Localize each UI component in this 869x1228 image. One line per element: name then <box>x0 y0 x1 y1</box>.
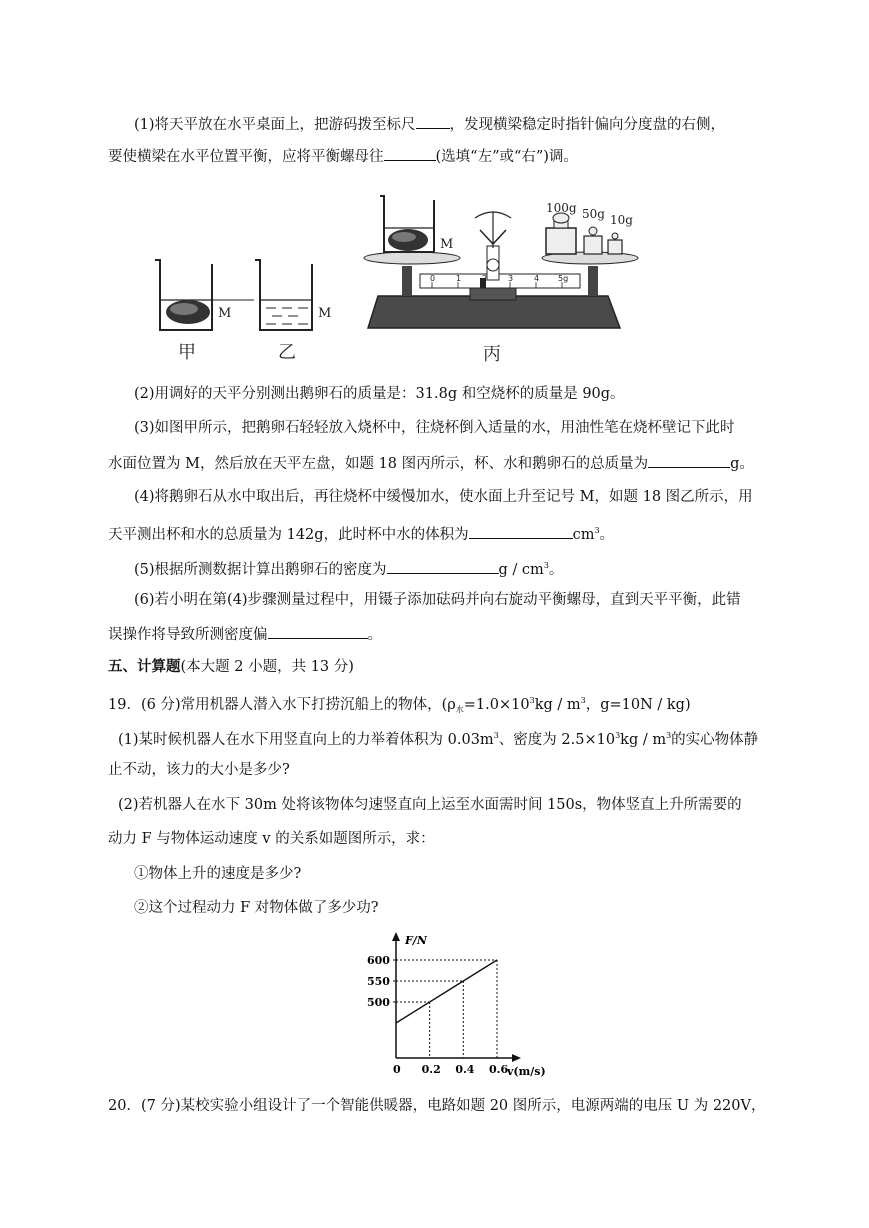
x-tick-label-0.2: 0.2 <box>421 1063 441 1076</box>
q18-part3-line1: (3)如图甲所示，把鹅卵石轻轻放入烧杯中，往烧杯倒入适量的水，用油性笔在烧杯壁记下此时 <box>134 420 735 436</box>
q18-p1-text-b: ，发现横梁稳定时指针偏向分度盘的右侧， <box>449 117 726 133</box>
section-5-note: (本大题 2 小题，共 13 分) <box>180 659 354 675</box>
q19-sub-question-2: ②这个过程动力 F 对物体做了多少功? <box>134 900 379 916</box>
q19-p1-a: (1)某时候机器人在水下用竖直向上的力举着体积为 0.03m <box>118 732 494 748</box>
q19-stem-sub: 水 <box>455 705 464 714</box>
weight-10g-label: 10g <box>610 213 633 227</box>
q19-stem-sup1: 3 <box>529 696 535 705</box>
q18-part1-line2 <box>108 145 578 167</box>
q18-p3-text-c: g。 <box>730 456 754 472</box>
q19-stem <box>108 691 691 720</box>
section-5-header <box>108 657 354 677</box>
mark-m-yi: M <box>318 306 332 321</box>
label-yi: 乙 <box>278 342 296 363</box>
q18-part5 <box>134 556 563 580</box>
q19-sub-question-1: ①物体上升的速度是多少? <box>134 866 302 882</box>
mark-m-bing: M <box>440 237 454 252</box>
answer-blank-1[interactable] <box>416 113 450 129</box>
scale-tick-0: 0 <box>430 274 436 283</box>
y-axis-label: F/N <box>405 934 427 947</box>
q19-stem-sup2: 3 <box>580 696 586 705</box>
q19-stem-d: ，g=10N / kg) <box>585 697 691 713</box>
q19-part1-line1 <box>118 726 758 750</box>
q19-p1-sup3: 3 <box>666 731 672 740</box>
q18-p4-unit-sup: 3 <box>594 526 600 535</box>
x-tick-label-0: 0 <box>393 1063 401 1076</box>
q18-p1-text-a: (1)将天平放在水平桌面上，把游码拨至标尺 <box>134 117 416 133</box>
q18-p5-text-a: (5)根据所测数据计算出鹅卵石的密度为 <box>134 562 387 578</box>
weight-100g-label: 100g <box>546 201 577 215</box>
x-axis-label: v(m/s) <box>507 1065 546 1078</box>
scale-tick-5g: 5g <box>558 274 569 283</box>
y-tick-label-550: 550 <box>367 975 390 988</box>
weight-50g-label: 50g <box>582 207 605 221</box>
scale-tick-1: 1 <box>456 274 462 283</box>
q19-part1-line2: 止不动，该力的大小是多少? <box>108 762 290 778</box>
q19-stem-c: kg / m <box>534 697 581 713</box>
q18-p6-text-b: 误操作将导致所测密度偏 <box>108 627 268 643</box>
q18-part4-line1: (4)将鹅卵石从水中取出后，再往烧杯中缓慢加水，使水面上升至记号 M，如题 18 图乙所示，用 <box>134 489 753 505</box>
q19-stem-b: =1.0×10 <box>463 697 530 713</box>
q18-p5-unit: g / cm <box>498 562 544 578</box>
q18-p5-text-c: 。 <box>548 562 564 578</box>
q19-part2-line2: 动力 F 与物体运动速度 v 的关系如题图所示，求： <box>108 831 435 847</box>
q18-p6-text-c: 。 <box>367 627 382 643</box>
q18-part1-line1 <box>134 113 725 135</box>
q19-p1-sup2: 3 <box>615 731 621 740</box>
label-jia: 甲 <box>178 342 196 363</box>
q19-stem-a: 19．(6 分)常用机器人潜入水下打捞沉船上的物体，(ρ <box>108 697 456 713</box>
q19-part2-line1: (2)若机器人在水下 30m 处将该物体匀速竖直向上运至水面需时间 150s，物体竖直上升所需要的 <box>118 797 742 813</box>
y-axis-arrow <box>392 932 400 941</box>
figure-18 <box>150 188 650 368</box>
q18-part2: (2)用调好的天平分别测出鹅卵石的质量是：31.8g 和空烧杯的质量是 90g。 <box>134 386 625 402</box>
q19-p1-c: kg / m <box>620 732 667 748</box>
y-tick-label-500: 500 <box>367 996 390 1009</box>
beaker-jia <box>155 260 254 330</box>
answer-blank-5[interactable] <box>387 558 499 574</box>
mark-m-jia: M <box>218 306 232 321</box>
scale-tick-3: 3 <box>508 274 514 283</box>
q18-p1-text-c: 要使横梁在水平位置平衡，应将平衡螺母往 <box>108 149 384 165</box>
f-v-chart <box>355 930 545 1080</box>
x-tick-label-0.4: 0.4 <box>455 1063 475 1076</box>
q19-p1-d: 的实心物体静 <box>671 732 759 748</box>
q20-stem: 20．(7 分)某校实验小组设计了一个智能供暖器，电路如题 20 图所示，电源两端的电压 U 为 220V， <box>108 1098 766 1114</box>
q18-part6-line1: (6)若小明在第(4)步骤测量过程中，用镊子添加砝码并向右旋动平衡螺母，直到天平平衡，此错 <box>134 592 741 608</box>
q18-p3-text-b: 水面位置为 M，然后放在天平左盘，如题 18 图丙所示，杯、水和鹅卵石的总质量为 <box>108 456 649 472</box>
q19-p1-sup1: 3 <box>493 731 499 740</box>
answer-blank-4[interactable] <box>469 523 573 539</box>
q18-part4-line2 <box>108 521 614 545</box>
q19-p1-b: 、密度为 2.5×10 <box>498 732 616 748</box>
q18-part3-line2 <box>108 452 754 474</box>
q18-p4-text-b: 天平测出杯和水的总质量为 142g，此时杯中水的体积为 <box>108 527 469 543</box>
f-v-line <box>396 960 497 1023</box>
q18-p1-text-d: (选填“左”或“右”)调。 <box>435 149 578 165</box>
y-tick-label-600: 600 <box>367 954 390 967</box>
section-5-title: 五、计算题 <box>108 658 181 675</box>
x-axis-arrow <box>512 1054 521 1062</box>
scale-tick-2: 2 <box>482 274 488 283</box>
label-bing: 丙 <box>483 344 501 365</box>
q18-part6-line2 <box>108 623 382 645</box>
answer-blank-3[interactable] <box>648 452 730 468</box>
scale-tick-4: 4 <box>534 274 540 283</box>
q18-p4-text-d: 。 <box>599 527 615 543</box>
answer-blank-6[interactable] <box>268 623 368 639</box>
x-tick-label-0.6: 0.6 <box>489 1063 509 1076</box>
beaker-yi <box>255 260 312 330</box>
answer-blank-2[interactable] <box>384 145 436 161</box>
q18-p4-unit: cm <box>572 527 595 543</box>
q18-p5-unit-sup: 3 <box>543 561 549 570</box>
